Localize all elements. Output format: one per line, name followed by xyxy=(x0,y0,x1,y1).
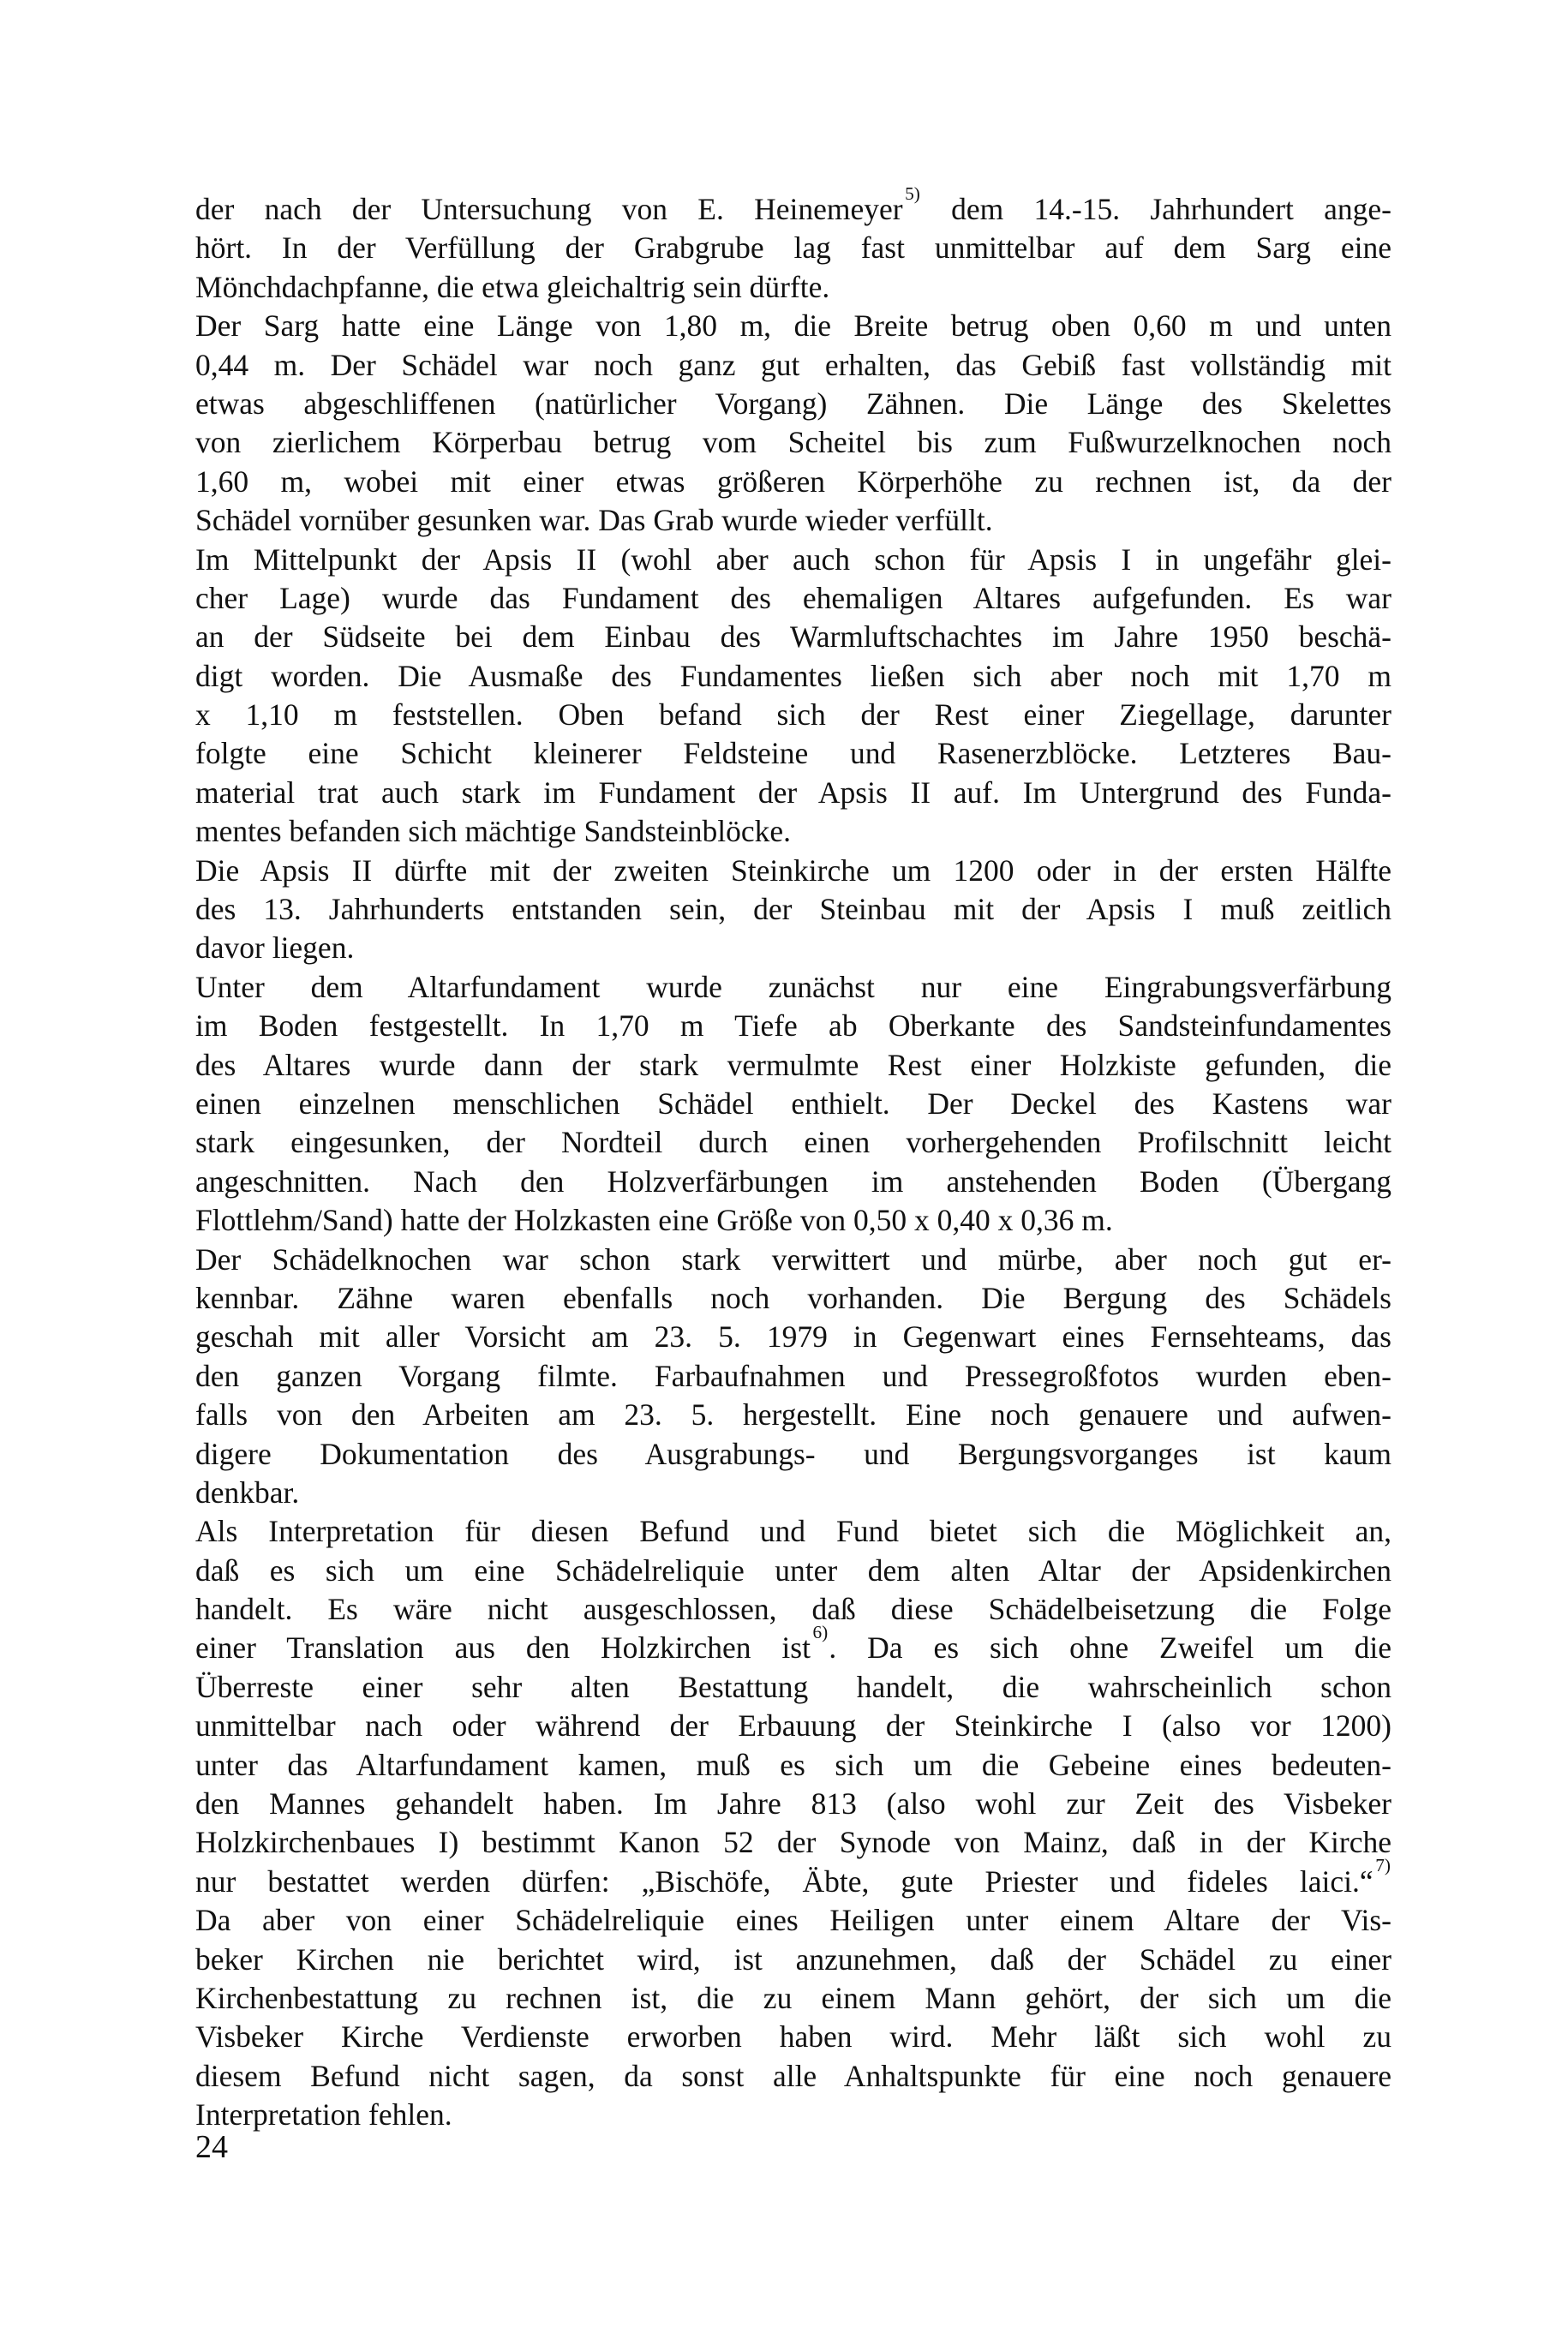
text-line: etwas abgeschliffenen (natürlicher Vorgang) Zähnen. Die Länge des Skelettes xyxy=(195,386,1391,421)
text-line xyxy=(195,182,1391,229)
text-line: diesem Befund nicht sagen, da sonst alle Anhaltspunkte für eine noch genauere xyxy=(195,2058,1391,2093)
text-line: den Mannes gehandelt haben. Im Jahre 813 (also wohl zur Zeit des Visbeker xyxy=(195,1786,1391,1822)
text-line: Kirchenbestattung zu rechnen ist, die zu einem Mann gehört, der sich um die xyxy=(195,1980,1391,2015)
text-line: einen einzelnen menschlichen Schädel enthielt. Der Deckel des Kastens war xyxy=(195,1086,1391,1121)
text-line: an der Südseite bei dem Einbau des Warmluftschachtes im Jahre 1950 beschä- xyxy=(195,619,1391,655)
text-segment: . Da es sich ohne Zweifel um die xyxy=(829,1630,1391,1666)
text-line: 0,44 m. Der Schädel war noch ganz gut erhalten, das Gebiß fast vollständig mit xyxy=(195,347,1391,382)
text-line: des 13. Jahrhunderts entstanden sein, der Steinbau mit der Apsis I muß zeitlich xyxy=(195,892,1391,927)
text-segment: einer Translation aus den Holzkirchen ist xyxy=(195,1630,811,1666)
text-line: x 1,10 m feststellen. Oben befand sich der Rest einer Ziegellage, darunter xyxy=(195,697,1391,733)
text-line xyxy=(195,1622,1391,1667)
text-line: folgte eine Schicht kleinerer Feldsteine und Rasenerzblöcke. Letzteres Bau- xyxy=(195,736,1391,771)
text-line: material trat auch stark im Fundament der Apsis II auf. Im Untergrund des Funda- xyxy=(195,775,1391,810)
footnote-marker: 7) xyxy=(1375,1855,1391,1876)
footnote-marker: 6) xyxy=(812,1622,829,1643)
text-line: Überreste einer sehr alten Bestattung handelt, die wahrscheinlich schon xyxy=(195,1669,1391,1704)
text-line: digere Dokumentation des Ausgrabungs- und Bergungsvorganges ist kaum xyxy=(195,1436,1391,1471)
text-segment: der nach der Untersuchung von E. Heinemeyer xyxy=(195,192,903,226)
text-line: Da aber von einer Schädelreliquie eines Heiligen unter einem Altare der Vis- xyxy=(195,1903,1391,1938)
text-line: Die Apsis II dürfte mit der zweiten Steinkirche um 1200 oder in der ersten Hälfte xyxy=(195,852,1391,888)
text-line xyxy=(195,1855,1391,1901)
text-line: den ganzen Vorgang filmte. Farbaufnahmen und Pressegroßfotos wurden eben- xyxy=(195,1358,1391,1393)
text-line: Visbeker Kirche Verdienste erworben haben wird. Mehr läßt sich wohl zu xyxy=(195,2019,1391,2055)
text-line: von zierlichem Körperbau betrug vom Scheitel bis zum Fußwurzelknochen noch xyxy=(195,425,1391,460)
text-line: falls von den Arbeiten am 23. 5. hergestellt. Eine noch genauere und aufwen- xyxy=(195,1397,1391,1433)
text-line: Interpretation fehlen. xyxy=(195,2097,452,2133)
text-line: handelt. Es wäre nicht ausgeschlossen, daß diese Schädelbeisetzung die Folge xyxy=(195,1592,1391,1627)
text-line: davor liegen. xyxy=(195,930,355,966)
text-line: mentes befanden sich mächtige Sandsteinblöcke. xyxy=(195,814,791,849)
text-line: 1,60 m, wobei mit einer etwas größeren Körperhöhe zu rechnen ist, da der xyxy=(195,464,1391,499)
text-line: denkbar. xyxy=(195,1475,300,1510)
footnote-marker: 5) xyxy=(905,182,920,204)
text-line: Mönchdachpfanne, die etwa gleichaltrig sein dürfte. xyxy=(195,269,830,304)
text-segment: nur bestattet werden dürfen: „Bischöfe, Äbte, gute Priester und fideles laici.“ xyxy=(195,1863,1373,1899)
text-line: digt worden. Die Ausmaße des Fundamentes ließen sich aber noch mit 1,70 m xyxy=(195,658,1391,693)
text-line: angeschnitten. Nach den Holzverfärbungen im anstehenden Boden (Übergang xyxy=(195,1164,1391,1199)
page-number: 24 xyxy=(195,2129,228,2165)
text-line: im Boden festgestellt. In 1,70 m Tiefe ab Oberkante des Sandsteinfundamentes xyxy=(195,1008,1391,1044)
text-line: Unter dem Altarfundament wurde zunächst nur eine Eingrabungsverfärbung xyxy=(195,969,1391,1004)
text-line: unmittelbar nach oder während der Erbauung der Steinkirche I (also vor 1200) xyxy=(195,1708,1391,1744)
text-line: beker Kirchen nie berichtet wird, ist anzunehmen, daß der Schädel zu einer xyxy=(195,1941,1391,1977)
text-line: Der Schädelknochen war schon stark verwittert und mürbe, aber noch gut er- xyxy=(195,1241,1391,1277)
body-text xyxy=(195,182,1391,2135)
text-line: unter das Altarfundament kamen, muß es sich um die Gebeine eines bedeuten- xyxy=(195,1747,1391,1782)
text-line: des Altares wurde dann der stark vermulmte Rest einer Holzkiste gefunden, die xyxy=(195,1047,1391,1082)
text-line: daß es sich um eine Schädelreliquie unter dem alten Altar der Apsidenkirchen xyxy=(195,1552,1391,1588)
text-line: hört. In der Verfüllung der Grabgrube lag fast unmittelbar auf dem Sarg eine xyxy=(195,230,1391,266)
text-line: kennbar. Zähne waren ebenfalls noch vorhanden. Die Bergung des Schädels xyxy=(195,1280,1391,1315)
text-line: Im Mittelpunkt der Apsis II (wohl aber auch schon für Apsis I in ungefähr glei- xyxy=(195,541,1391,577)
text-line: geschah mit aller Vorsicht am 23. 5. 1979 in Gegenwart eines Fernsehteams, das xyxy=(195,1319,1391,1355)
text-line: cher Lage) wurde das Fundament des ehemaligen Altares aufgefunden. Es war xyxy=(195,580,1391,615)
text-line: Holzkirchenbaues I) bestimmt Kanon 52 der Synode von Mainz, daß in der Kirche xyxy=(195,1825,1391,1860)
text-segment: dem 14.-15. Jahrhundert ange- xyxy=(920,192,1391,226)
text-line: stark eingesunken, der Nordteil durch einen vorhergehenden Profilschnitt leicht xyxy=(195,1125,1391,1160)
text-line: Flottlehm/Sand) hatte der Holzkasten eine Größe von 0,50 x 0,40 x 0,36 m. xyxy=(195,1203,1113,1238)
text-line: Schädel vornüber gesunken war. Das Grab wurde wieder verfüllt. xyxy=(195,503,993,538)
text-line: Als Interpretation für diesen Befund und Fund bietet sich die Möglichkeit an, xyxy=(195,1514,1391,1549)
text-line: Der Sarg hatte eine Länge von 1,80 m, die Breite betrug oben 0,60 m und unten xyxy=(195,308,1391,344)
